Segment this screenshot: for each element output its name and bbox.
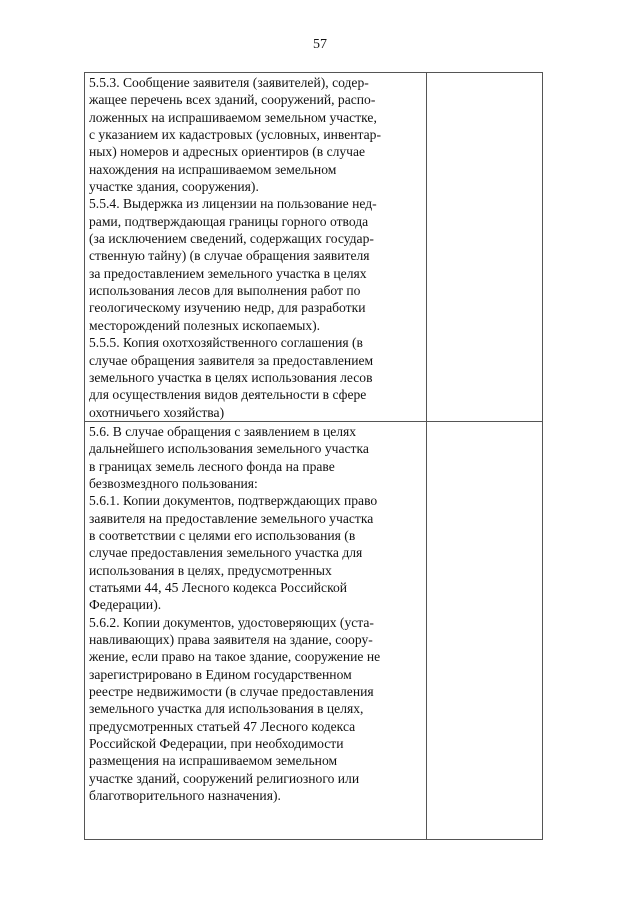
text-line: реестре недвижимости (в случае предоставления [89,684,374,700]
table-row [85,421,543,839]
text-line: Федерации). [89,597,162,613]
text-line: зарегистрировано в Едином государственном [89,666,352,682]
text-line: дальнейшего использования земельного участка [89,441,369,457]
row-text-cell [85,73,427,422]
text-line: в соответствии с целями его использования (в [89,527,356,543]
text-line: земельного участка для использования в целях, [89,701,364,717]
text-line: случае обращения заявителя за предоставлением [89,352,374,368]
text-line: ложенных на испрашиваемом земельном участке, [89,109,377,125]
text-line: использования в целях, предусмотренных [89,562,332,578]
text-line: 5.5.4. Выдержка из лицензии на пользование нед- [89,196,377,212]
text-line: навливающих) права заявителя на здание, соору- [89,632,373,647]
documents-table [84,72,543,840]
text-line: размещения на испрашиваемом земельном [89,753,338,769]
text-line: земельного участка в целях использования лесов [89,369,373,385]
text-line: в границах земель лесного фонда на праве [89,458,335,474]
text-line: безвозмездного пользования: [89,475,258,491]
text-line: статьями 44, 45 Лесного кодекса Российской [89,579,348,595]
text-line: нахождения на испрашиваемом земельном [89,161,337,177]
page-number: 57 [313,37,327,52]
text-line: (за исключением сведений, содержащих государ- [89,231,374,247]
text-line: ных) номеров и адресных ориентиров (в случае [89,144,366,160]
text-line: 5.6.2. Копии документов, удостоверяющих (уста- [89,614,374,630]
text-line: Российской Федерации, при необходимости [89,736,344,752]
text-line: месторождений полезных ископаемых). [89,317,321,333]
empty-cell [427,421,543,839]
text-line: использования лесов для выполнения работ по [89,283,361,299]
text-line: жащее перечень всех зданий, сооружений, распо- [89,92,376,108]
text-line: 5.6. В случае обращения с заявлением в целях [89,423,357,439]
text-line: благотворительного назначения). [89,788,281,804]
text-line: заявителя на предоставление земельного участка [89,510,374,526]
text-line: за предоставлением земельного участка в целях [89,265,367,281]
empty-cell [427,73,543,422]
text-line: предусмотренных статьей 47 Лесного кодекса [89,718,356,734]
text-line: случае предоставления земельного участка для [89,545,363,561]
text-line: участке здания, сооружения). [89,179,259,195]
table-row [85,73,543,422]
text-line: участке зданий, сооружений религиозного или [89,770,360,786]
text-line: жение, если право на такое здание, сооружение не [89,649,381,665]
text-line: 5.5.5. Копия охотхозяйственного соглашения (в [89,335,363,351]
text-line: 5.6.1. Копии документов, подтверждающих право [89,493,378,509]
row-text-cell [85,421,427,839]
text-line: рами, подтверждающая границы горного отвода [89,213,369,229]
text-line: охотничьего хозяйства) [89,404,225,420]
text-line: геологическому изучению недр, для разработки [89,300,366,316]
text-line: 5.5.3. Сообщение заявителя (заявителей), содер- [89,75,369,90]
text-line: с указанием их кадастровых (условных, инвентар- [89,127,382,143]
text-line: для осуществления видов деятельности в сфере [89,387,367,403]
text-line: ственную тайну) (в случае обращения заявителя [89,248,370,264]
